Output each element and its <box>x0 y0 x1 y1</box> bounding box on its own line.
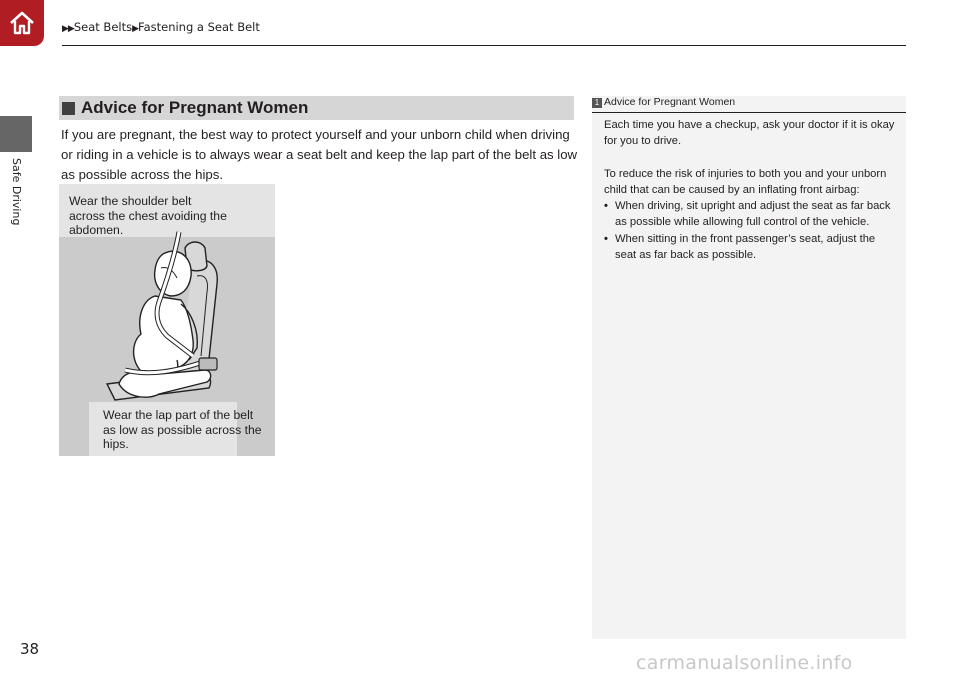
pregnant-woman-illustration <box>59 184 275 456</box>
note-panel <box>592 96 906 639</box>
bullet-icon: • <box>604 200 608 213</box>
note-title-row <box>592 96 906 113</box>
note-content <box>604 117 898 263</box>
note-ref-number: 1 <box>592 98 602 108</box>
home-button[interactable] <box>0 0 44 46</box>
section-label: Safe Driving <box>10 158 23 226</box>
note-bullet-list <box>604 198 898 263</box>
page-number: 38 <box>20 640 40 658</box>
breadcrumb <box>62 20 260 34</box>
section-title: Advice for Pregnant Women <box>81 98 309 117</box>
header-divider <box>62 45 906 46</box>
body-paragraph: If you are pregnant, the best way to protect yourself and your unborn child when driving or riding in a vehicle is to always wear a seat belt and keep the lap part of the belt as low as possible across the hips. <box>61 127 578 182</box>
breadcrumb-item-seat-belts[interactable]: Seat Belts <box>73 20 133 34</box>
note-title: Advice for Pregnant Women <box>604 96 736 108</box>
figure-label-lap-belt: Wear the lap part of the belt as low as possible across the hips. <box>103 408 262 451</box>
square-bullet-icon <box>62 102 75 115</box>
section-tab-marker <box>0 116 32 152</box>
chevron-right-icon: ▶ <box>132 24 139 34</box>
list-item: • When sitting in the front passenger’s seat, adjust the seat as far back as possible. <box>604 232 876 262</box>
home-icon <box>7 8 37 38</box>
bullet-icon: • <box>604 232 608 245</box>
chevron-right-icon: ▶▶ <box>62 24 74 34</box>
section-header <box>59 96 574 120</box>
watermark: carmanualsonline.info <box>636 652 853 674</box>
figure-label-shoulder-belt: Wear the shoulder belt across the chest avoiding the abdomen. <box>69 194 227 237</box>
list-item: • When driving, sit upright and adjust the seat as far back as possible while allowing full control of the vehicle. <box>604 200 891 229</box>
note-paragraph-1: Each time you have a checkup, ask your doctor if it is okay for you to drive. <box>604 119 895 148</box>
note-paragraph-2: To reduce the risk of injuries to both you and your unborn child that can be caused by an inflating front airbag: <box>604 167 887 196</box>
breadcrumb-item-fastening[interactable]: Fastening a Seat Belt <box>138 20 260 34</box>
